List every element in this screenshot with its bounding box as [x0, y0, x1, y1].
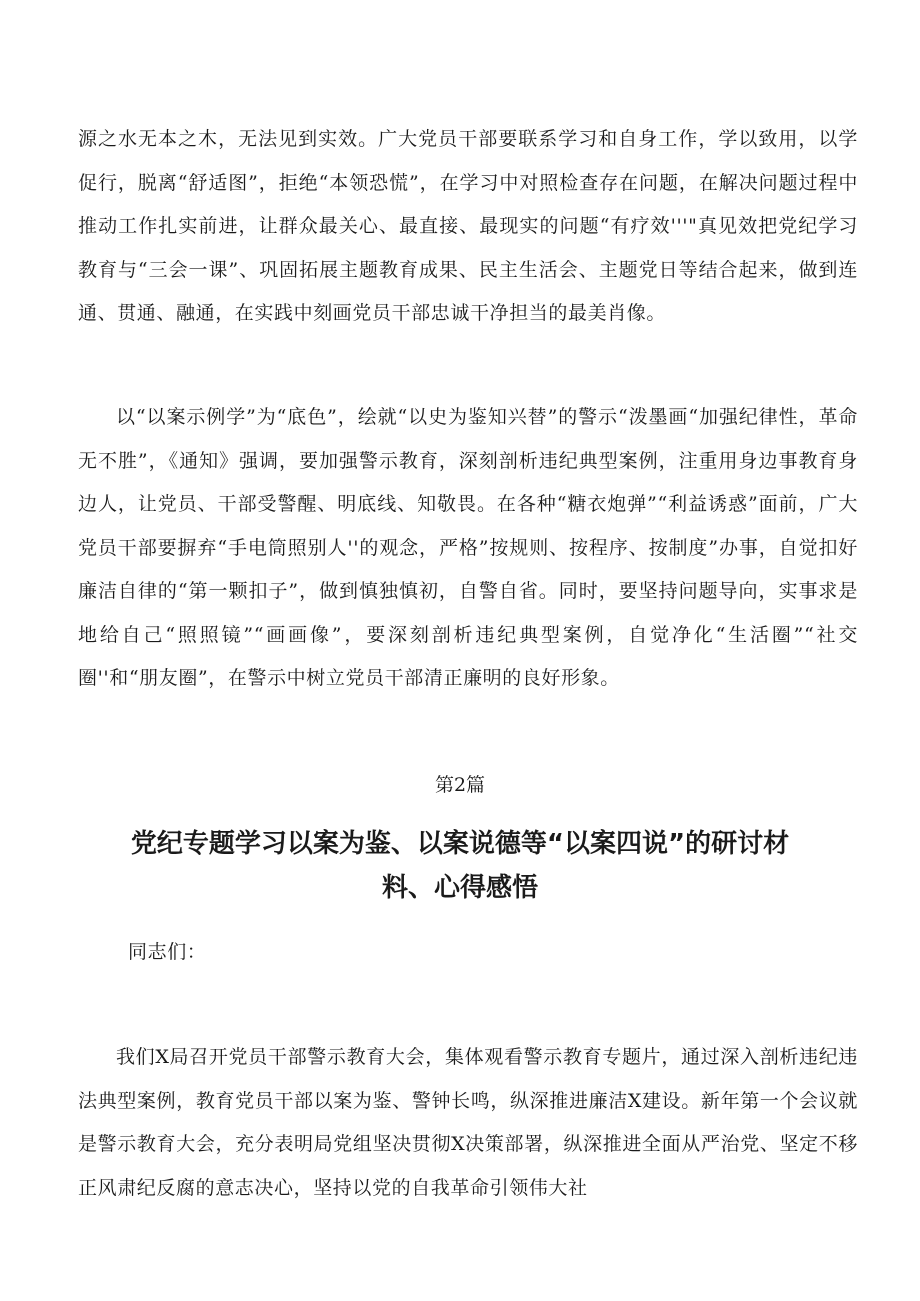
section-label: 第2篇 — [434, 774, 486, 796]
body-paragraph-3: 我们X局召开党员干部警示教育大会，集体观看警示教育专题片，通过深入剖析违纪违法典型案例，教育党员干部以案为鉴、警钟长鸣，纵深推进廉洁X建设。新年第一个会议就是警示教育大会，充分表明局党组坚决贯彻X决策部署，纵深推进全面从严治党、坚定不移正风肃纪反腐的意志决心，坚持以党的自我革命引领伟大社 — [78, 1046, 858, 1199]
salutation: 同志们： — [128, 941, 207, 963]
body-paragraph-1: 源之水无本之木，无法见到实效。广大党员干部要联系学习和自身工作，学以致用，以学促行，脱离“舒适图”，拒绝“本领恐慌”，在学习中对照检查存在问题，在解决问题过程中推动工作扎实前进，让群众最关心、最直接、最现实的问题“有疗效'''"真见效把党纪学习教育与“三会一课”、巩固拓展主题教育成果、民主生活会、主题党日等结合起来，做到连通、贯通、融通，在实践中刻画党员干部忠诚干净担当的最美肖像。 — [78, 128, 858, 324]
body-paragraph-2: 以“以案示例学”为“底色”，绘就“以史为鉴知兴替”的警示“泼墨画“加强纪律性，革命无不胜”，《通知》强调，要加强警示教育，深刻剖析违纪典型案例，注重用身边事教育身边人，让党员、干部受警醒、明底线、知敬畏。在各种“糖衣炮弹”“利益诱惑”面前，广大党员干部要摒弃“手电筒照别人''的观念，严格”按规则、按程序、按制度”办事，自觉扣好廉洁自律的“第一颗扣子”，做到慎独慎初，自警自省。同时，要坚持问题导向，实事求是地给自己“照照镜”“画画像”，要深刻剖析违纪典型案例，自觉净化“生活圈”“社交圈''和“朋友圈”，在警示中树立党员干部清正廉明的良好形象。 — [78, 406, 858, 689]
document-title: 党纪专题学习以案为鉴、以案说德等“以案四说”的研讨材料、心得感悟 — [130, 829, 790, 903]
